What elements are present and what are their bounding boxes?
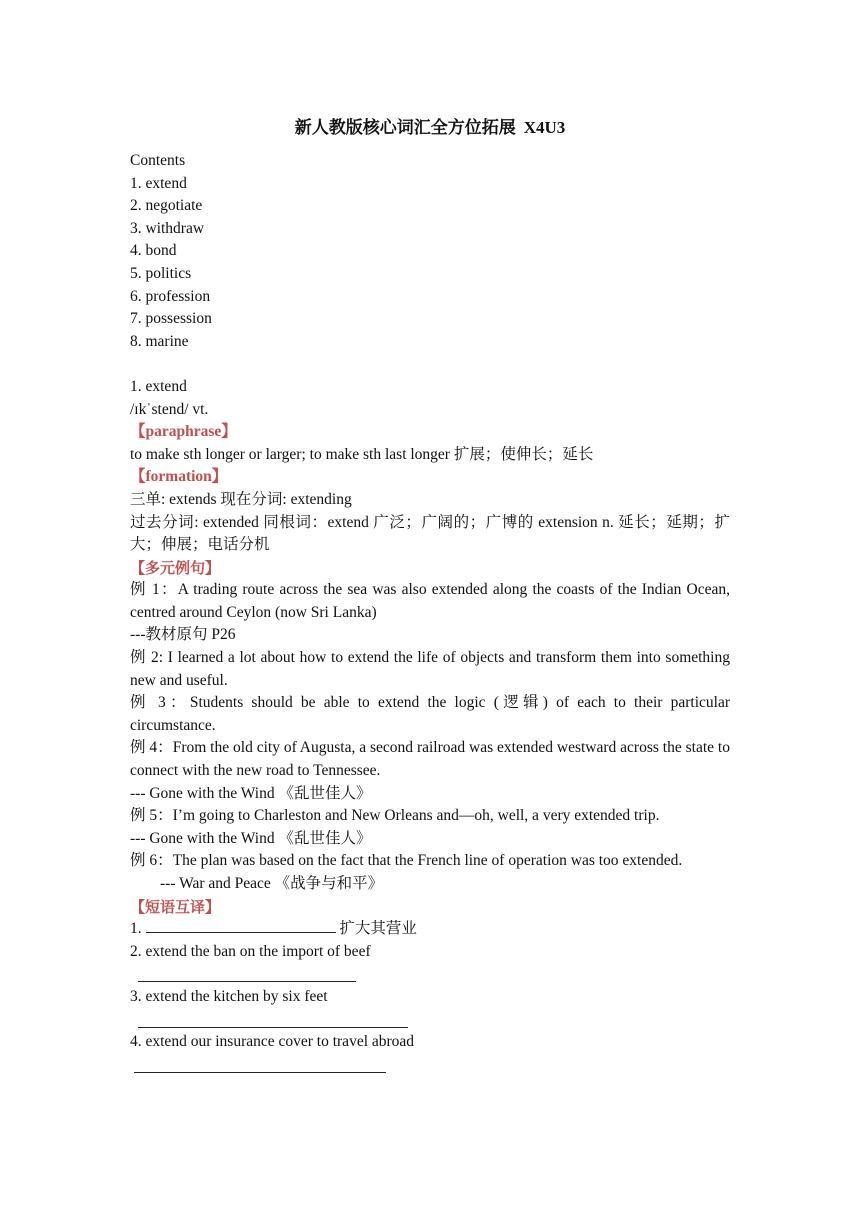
entry-phonetic: /ɪkˈstend/ vt. [130, 400, 209, 418]
contents-item: 6. profession [130, 287, 211, 305]
example-source: --- Gone with the Wind 《乱世佳人》 [130, 784, 372, 802]
example-source: ---教材原句 P26 [130, 626, 236, 644]
contents-item: 4. bond [130, 242, 177, 260]
example-sentence: 例 6：The plan was based on the fact that the French line of operation was too extended. [130, 852, 683, 870]
answer-line [130, 1054, 730, 1077]
example-sentence: 例 2: I learned a lot about how to extend the life of objects and transform them into something new and useful. [130, 649, 730, 689]
example-sentence: 例 4：From the old city of Augusta, a second railroad was extended westward across the state to connect with the new road to Tennessee. [130, 739, 730, 780]
paraphrase-label: 【paraphrase】 [130, 423, 237, 441]
phrase-item: 3. extend the kitchen by six feet [130, 987, 328, 1005]
contents-item: 7. possession [130, 310, 212, 328]
example-source: --- Gone with the Wind 《乱世佳人》 [130, 829, 372, 847]
phrase-item: 4. extend our insurance cover to travel abroad [130, 1033, 415, 1051]
example-sentence: 例 5：I’m going to Charleston and New Orleans and—oh, well, a very extended trip. [130, 807, 660, 825]
examples-label: 【多元例句】 [130, 558, 221, 577]
document-title [0, 117, 860, 139]
example-sentence: 例 1：A trading route across the sea was also extended along the coasts of the Indian Ocean, centred around Ceylon (now Sri Lanka) [130, 581, 730, 621]
phrase-item: 2. extend the ban on the import of beef [130, 942, 371, 960]
paraphrase-text: to make sth longer or larger; to make sth last longer 扩展；使伸长；延长 [130, 445, 594, 463]
phrase-number: 1. [130, 920, 146, 938]
example-source: --- War and Peace 《战争与和平》 [160, 875, 384, 892]
document-body [130, 150, 730, 1076]
contents-item: 3. withdraw [130, 219, 205, 237]
phrases-label: 【短语互译】 [130, 897, 221, 916]
contents-item: 1. extend [130, 174, 187, 192]
phrase-chinese: 扩大其营业 [335, 920, 417, 938]
title-main: 新人教版核心词汇全方位拓展 [294, 118, 516, 138]
spacer [130, 353, 730, 376]
formation-label: 【formation】 [130, 468, 228, 486]
title-code: X4U3 [523, 118, 566, 137]
entry-heading: 1. extend [130, 377, 187, 395]
answer-blank[interactable] [138, 1013, 408, 1028]
phrase-item [130, 918, 730, 941]
answer-blank[interactable] [134, 1058, 386, 1073]
contents-item: 5. politics [130, 264, 192, 282]
formation-line: 过去分词: extended 同根词：extend 广泛；广阔的；广博的 extension n. 延长；延期；扩大；伸展；电话分机 [130, 513, 730, 554]
answer-blank[interactable] [138, 967, 356, 982]
answer-line [130, 1009, 730, 1032]
answer-line [130, 963, 730, 986]
contents-item: 8. marine [130, 332, 189, 350]
contents-heading: Contents [130, 152, 186, 169]
contents-item: 2. negotiate [130, 197, 203, 215]
example-sentence: 例 3：Students should be able to extend the logic (逻辑) of each to their particular circumstance. [130, 694, 730, 734]
answer-blank[interactable] [146, 918, 336, 933]
formation-line: 三单: extends 现在分词: extending [130, 490, 352, 508]
